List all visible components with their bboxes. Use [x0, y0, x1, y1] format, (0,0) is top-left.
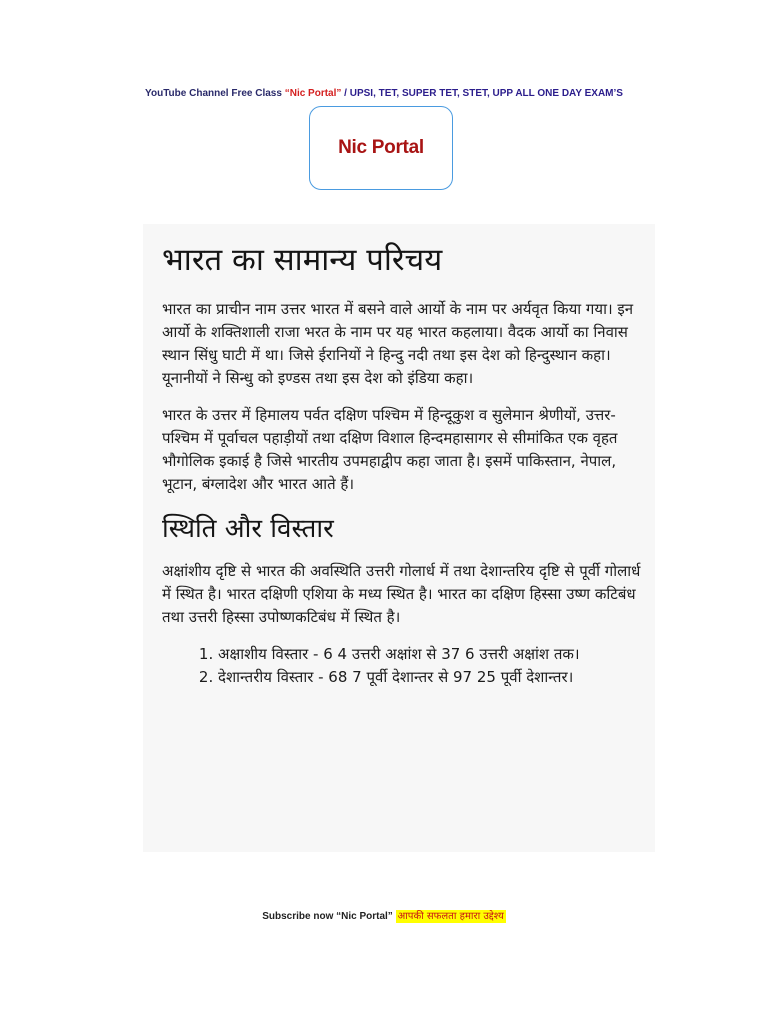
list-item: 1. अक्षाशीय विस्तार - 6 4 उत्तरी अक्षांश से 37 6 उत्तरी अक्षांश तक। — [218, 643, 641, 666]
header-banner — [0, 88, 768, 99]
channel-logo — [309, 106, 453, 190]
footer-tagline: आपकी सफलता हमारा उद्देश्य — [397, 911, 504, 922]
article-image — [143, 224, 655, 852]
header-channel-name: “Nic Portal” — [284, 88, 342, 99]
header-prefix: YouTube Channel Free Class — [145, 88, 285, 99]
header-exam-list: / UPSI, TET, SUPER TET, STET, UPP ALL ONE DAY EXAM’S — [341, 88, 623, 99]
logo-text: Nic Portal — [338, 137, 424, 158]
footer-subscribe-text: Subscribe now “Nic Portal” — [262, 911, 396, 922]
section-title-location: स्थिति और विस्तार — [162, 514, 334, 544]
paragraph-ancient-name: भारत का प्राचीन नाम उत्तर भारत में बसने वाले आर्यो के नाम पर अर्यवृत किया गया। इन आर्यो के शक्तिशाली राजा भरत के नाम पर यह भारत कहलाया। वैदक आर्यो का निवास स्थान सिंधु घाटी में था। जिसे ईरानियों ने हिन्दु नदी तथा इस देश को हिन्दुस्थान कहा। यूनानीयों ने सिन्धु को इण्डस तथा इस देश को इंडिया कहा। — [162, 300, 634, 387]
paragraph-location: अक्षांशीय दृष्टि से भारत की अवस्थिति उत्तरी गोलार्ध में तथा देशान्तरिय दृष्टि से पूर्वी गोलार्ध में स्थित है। भारत दक्षिणी एशिया के मध्य स्थित है। भारत का दक्षिण हिस्सा उष्ण कटिबंध तथा उत्तरी हिस्सा उपोष्णकटिबंध में स्थित है। — [162, 562, 641, 626]
list-item: 2. देशान्तरीय विस्तार - 68 7 पूर्वी देशान्तर से 97 25 पूर्वी देशान्तर। — [218, 666, 641, 689]
paragraph-boundaries: भारत के उत्तर में हिमालय पर्वत दक्षिण पश्चिम में हिन्दूकुश व सुलेमान श्रेणीयों, उत्तर-पश्चिम में पूर्वाचल पहाड़ीयों तथा दक्षिण विशाल हिन्दमहासागर से सीमांकित एक वृहत भौगोलिक इकाई है जिसे भारतीय उपमहाद्वीप कहा जाता है। इसमें पाकिस्तान, नेपाल, भूटान, बंग्लादेश और भारत आते हैं। — [162, 406, 618, 493]
article-title: भारत का सामान्य परिचय — [162, 242, 443, 278]
extent-list — [162, 643, 641, 689]
footer-banner — [0, 908, 768, 922]
